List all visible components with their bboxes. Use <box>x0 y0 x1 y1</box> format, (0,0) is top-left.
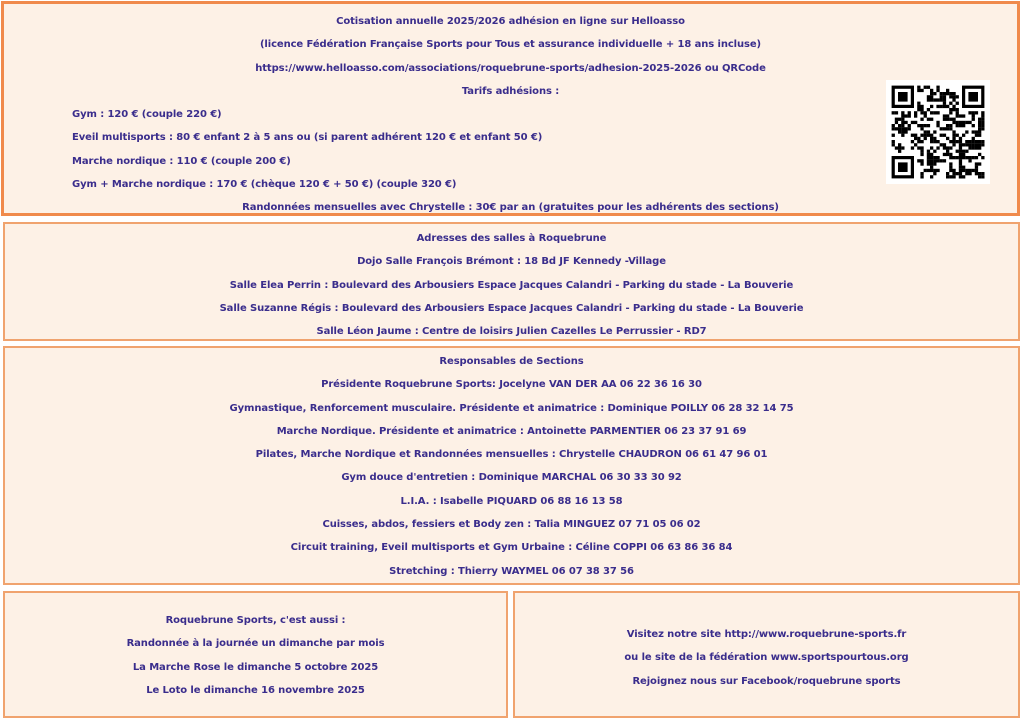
aussi-item: Le Loto le dimanche 16 novembre 2025 <box>146 684 365 696</box>
site-link[interactable]: Visitez notre site http://www.roquebrune-sports.fr <box>626 629 907 640</box>
responsable-line: Pilates, Marche Nordique et Randonnées mensuelles : Chrystelle CHAUDRON 06 61 47 96 01 <box>255 449 768 461</box>
qr-code-graphic <box>886 80 990 184</box>
qr-code-icon[interactable] <box>886 80 990 184</box>
randonnees-note: Randonnées mensuelles avec Chrystelle : 30€ par an (gratuites pour les adhérents des sections) <box>242 202 779 214</box>
tarifs-heading: Tarifs adhésions : <box>461 85 560 97</box>
responsable-line: Gym douce d'entretien : Dominique MARCHAL 06 30 33 30 92 <box>341 472 682 484</box>
tarif-gym: Gym : 120 € (couple 220 €) <box>72 109 222 121</box>
helloasso-link[interactable]: https://www.helloasso.com/associations/roquebrune-sports/adhesion-2025-2026 ou QRCode <box>255 62 766 74</box>
responsable-line: Stretching : Thierry WAYMEL 06 07 38 37 56 <box>389 565 634 577</box>
cotisation-title: Cotisation annuelle 2025/2026 adhésion en ligne sur Helloasso <box>336 16 685 27</box>
responsable-line: Circuit training, Eveil multisports et Gym Urbaine : Céline COPPI 06 63 86 36 84 <box>290 542 733 554</box>
tarif-gym-marche: Gym + Marche nordique : 170 € (chèque 120 € + 50 €) (couple 320 €) <box>72 179 457 191</box>
responsable-line: Cuisses, abdos, fessiers et Body zen : Talia MINGUEZ 07 71 05 06 02 <box>322 519 701 531</box>
aussi-item: Randonnée à la journée un dimanche par mois <box>126 638 385 650</box>
aussi-heading: Roquebrune Sports, c'est aussi : <box>165 615 346 626</box>
cotisation-section <box>1 1 1020 216</box>
responsable-line: Gymnastique, Renforcement musculaire. Présidente et animatrice : Dominique POILLY 06 28 32 14 75 <box>229 402 794 414</box>
adresses-section <box>3 222 1020 341</box>
responsable-line: Marche Nordique. Présidente et animatrice : Antoinette PARMENTIER 06 23 37 91 69 <box>276 425 747 437</box>
responsables-section <box>3 346 1020 585</box>
adresse-dojo: Dojo Salle François Brémont : 18 Bd JF Kennedy -Village <box>357 256 666 268</box>
responsables-heading: Responsables de Sections <box>439 356 584 367</box>
adresse-elea-perrin: Salle Elea Perrin : Boulevard des Arbousiers Espace Jacques Calandri - Parking du stade - La Bouverie <box>229 279 794 291</box>
adresse-leon-jaume: Salle Léon Jaume : Centre de loisirs Julien Cazelles Le Perrussier - RD7 <box>316 326 707 338</box>
federation-link[interactable]: ou le site de la fédération www.sportspourtous.org <box>624 652 909 664</box>
facebook-link[interactable]: Rejoignez nous sur Facebook/roquebrune sports <box>632 675 901 687</box>
responsable-line: Présidente Roquebrune Sports: Jocelyne VAN DER AA 06 22 36 16 30 <box>321 379 702 391</box>
tarif-marche: Marche nordique : 110 € (couple 200 €) <box>72 155 291 167</box>
aussi-section <box>3 591 508 718</box>
adresses-heading: Adresses des salles à Roquebrune <box>416 233 607 244</box>
licence-note: (licence Fédération Française Sports pour Tous et assurance individuelle + 18 ans incluse) <box>259 39 762 51</box>
aussi-item: La Marche Rose le dimanche 5 octobre 2025 <box>132 661 379 673</box>
liens-section <box>513 591 1020 718</box>
adresse-suzanne-regis: Salle Suzanne Régis : Boulevard des Arbousiers Espace Jacques Calandri - Parking du stade - La Bouverie <box>219 302 804 314</box>
tarif-eveil: Eveil multisports : 80 € enfant 2 à 5 ans ou (si parent adhérent 120 € et enfant 50 €) <box>72 132 543 144</box>
responsable-line: L.I.A. : Isabelle PIQUARD 06 88 16 13 58 <box>400 495 623 507</box>
